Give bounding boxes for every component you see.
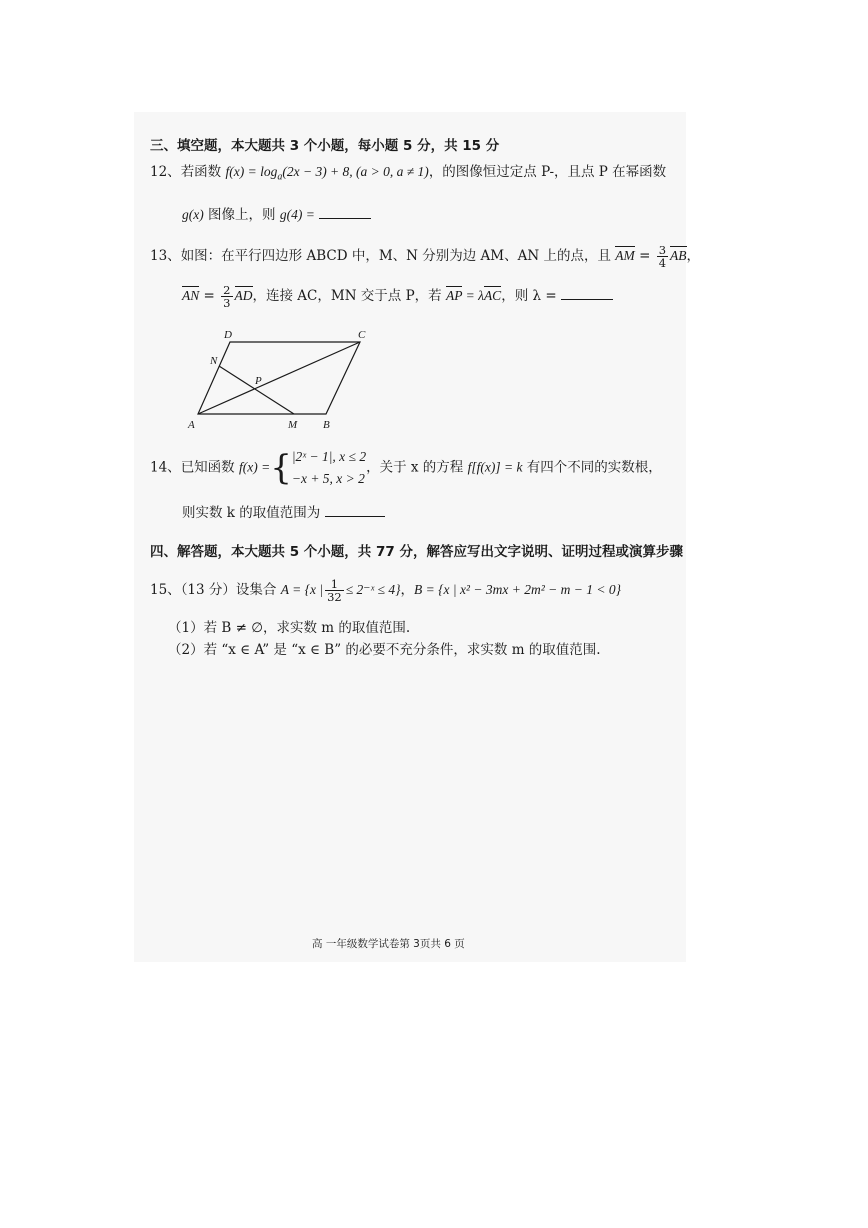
section-3-heading: 三、填空题，本大题共 3 个小题，每小题 5 分，共 15 分 (150, 138, 500, 154)
fraction: $\frac{3}{4}$ (658, 243, 667, 270)
question-number: 15、 (150, 582, 181, 598)
label-n: N (210, 355, 218, 367)
question-15-part-1: （1）若 B ≠ ∅，求实数 m 的取值范围. (168, 620, 411, 636)
question-14-line-1: 14、已知函数 f(x) ={ |2ˣ − 1|, x ≤ 2 −x + 5, x > 2 ，关于 x 的方程 f[f(x)] = k 有四个不同的实数根， (150, 448, 662, 488)
question-12-line-1: 12、若函数 $f(x) = \log_a(2x - 3) + 8$, (a > 0, a ≠ 1)，的图像恒过定点 P-，且点 P 在幂函数 (150, 164, 667, 183)
question-number: 12、 (150, 164, 181, 180)
function-expression: f(x) = log (225, 164, 278, 179)
label-p: P (255, 375, 262, 387)
diagonal-ac (198, 342, 360, 414)
question-14-line-2: 则实数 k 的取值范围为 (182, 502, 385, 523)
label-d: D (224, 329, 232, 341)
fraction: $\frac{2}{3}$ (223, 283, 231, 310)
set-b: B = {x | x² − 3mx + 2m² − m − 1 < 0} (413, 582, 621, 597)
label-b: B (323, 419, 330, 431)
segment-mn (219, 366, 294, 414)
answer-blank[interactable] (325, 502, 385, 517)
question-13-line-2: AN = $\frac{2}{3}$ AD，连接 AC，MN 交于点 P，若 AP = λAC，则 λ = (182, 284, 613, 309)
label-a: A (188, 419, 195, 431)
exam-page (134, 112, 701, 962)
question-number: 13、 (150, 248, 181, 264)
left-brace: { (270, 448, 292, 488)
question-15-part-2: （2）若 “x ∈ A” 是 “x ∈ B” 的必要不充分条件，求实数 m 的取值范围. (168, 642, 601, 658)
section-4-heading: 四、解答题，本大题共 5 个小题，共 77 分，解答应写出文字说明、证明过程或演算步骤 (150, 544, 683, 560)
question-number: 14、 (150, 459, 181, 476)
fraction: $\frac{1}{32}$ (327, 577, 342, 604)
page-footer: 高 一年级数学试卷第 3页共 6 页 (312, 938, 465, 950)
parallelogram-figure (182, 324, 382, 434)
label-m: M (288, 419, 298, 431)
question-15-line-1: 15、（13 分）设集合 A = {x | $\frac{1}{32}$ ≤ 2⁻ˣ ≤ 4}，B = {x | x² − 3mx + 2m² − m − 1 < 0} (150, 577, 621, 604)
answer-blank[interactable] (561, 285, 613, 300)
label-c: C (358, 329, 366, 341)
question-12-line-2: g(x) 图像上，则 g(4) = (182, 204, 371, 225)
question-13-line-1: 13、如图：在平行四边形 ABCD 中，M、N 分别为边 AM、AN 上的点，且 AM = $\frac{3}{4}$ AB， (150, 243, 701, 270)
piecewise-cases: |2ˣ − 1|, x ≤ 2 −x + 5, x > 2 (291, 449, 367, 486)
answer-blank[interactable] (319, 204, 371, 219)
